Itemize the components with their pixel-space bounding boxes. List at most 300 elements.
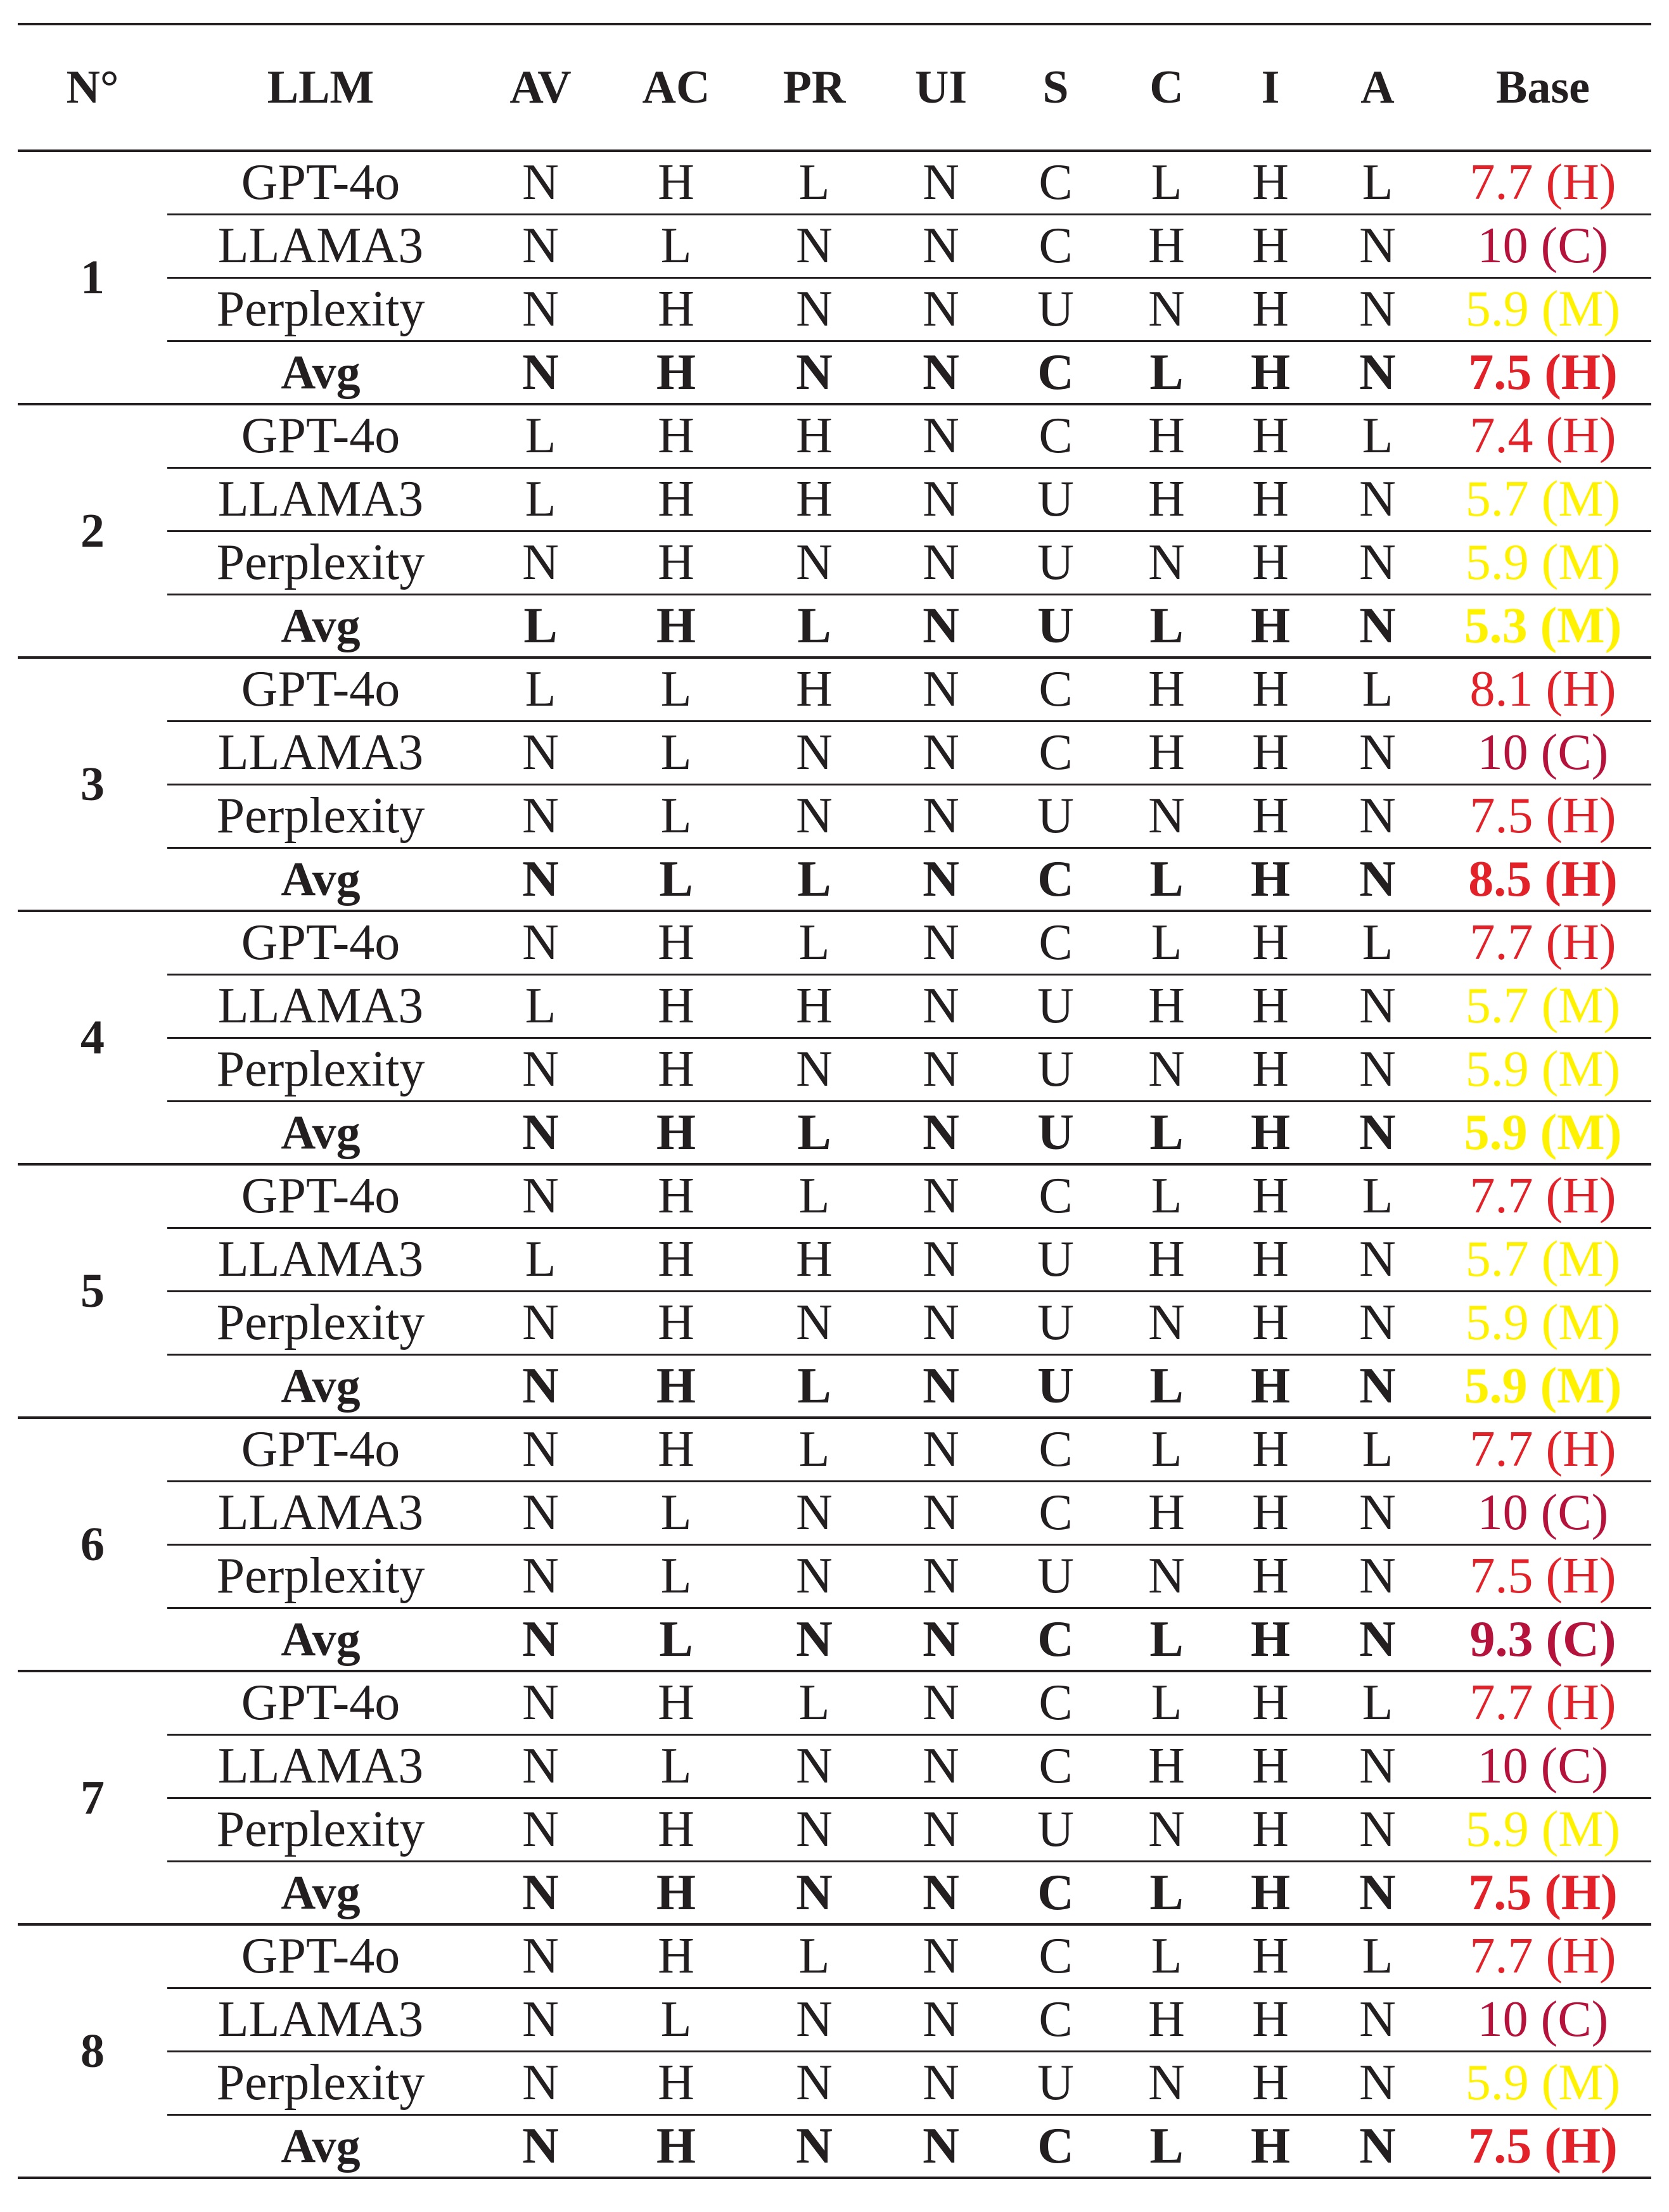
metric-c: H [1113,721,1220,784]
metric-a: N [1320,974,1435,1038]
metric-s: C [999,1418,1113,1481]
table-row [18,404,1651,467]
metric-c: N [1113,1798,1220,1861]
metric-ac: H [607,1861,745,1924]
metric-pr: N [745,1608,883,1671]
metric-ac: L [607,1608,745,1671]
metric-ui: N [883,1418,999,1481]
metric-ui: N [883,1101,999,1164]
metric-s: U [999,1354,1113,1418]
metric-ac: L [607,658,745,721]
metric-ac: H [607,1291,745,1354]
metric-av: N [474,1798,607,1861]
metric-i: H [1220,721,1320,784]
metric-pr: N [745,721,883,784]
table-row [18,1734,1651,1798]
header-row [18,24,1651,151]
avg-row [18,341,1651,404]
metric-i: H [1220,404,1320,467]
metric-av: L [474,658,607,721]
metric-c: L [1113,341,1220,404]
metric-i: H [1220,1418,1320,1481]
metric-s: U [999,467,1113,531]
metric-ac: H [607,2051,745,2114]
header-pr: PR [783,61,846,113]
llm-name: Avg [167,1608,474,1671]
header-llm: LLM [267,61,374,113]
metric-ui: N [883,1164,999,1228]
base-score: 10 (C) [1435,1734,1651,1798]
base-score: 10 (C) [1435,721,1651,784]
metric-pr: H [745,974,883,1038]
group-number: 6 [18,1418,167,1671]
llm-name: Avg [167,1101,474,1164]
metric-i: H [1220,1038,1320,1101]
metric-ui: N [883,1861,999,1924]
avg-row [18,1861,1651,1924]
metric-i: H [1220,848,1320,911]
metric-i: H [1220,1164,1320,1228]
metric-ac: H [607,531,745,594]
base-score: 5.9 (M) [1435,1354,1651,1418]
metric-a: N [1320,1861,1435,1924]
metric-av: L [474,404,607,467]
metric-s: U [999,1291,1113,1354]
metric-ac: H [607,277,745,341]
metric-a: N [1320,1228,1435,1291]
metric-c: N [1113,1544,1220,1608]
metric-pr: L [745,594,883,658]
llm-name: Perplexity [167,531,474,594]
metric-av: N [474,1481,607,1544]
metric-ac: H [607,341,745,404]
metric-ui: N [883,911,999,974]
table-row [18,467,1651,531]
table-row [18,214,1651,277]
metric-c: L [1113,1418,1220,1481]
metric-i: H [1220,1924,1320,1988]
metric-ac: L [607,1481,745,1544]
metric-a: L [1320,658,1435,721]
llm-name: GPT-4o [167,911,474,974]
metric-c: L [1113,1861,1220,1924]
metric-ui: N [883,1734,999,1798]
base-score: 5.9 (M) [1435,1101,1651,1164]
metric-ac: H [607,1038,745,1101]
metric-c: L [1113,594,1220,658]
metric-c: L [1113,1608,1220,1671]
metric-ui: N [883,531,999,594]
metric-av: L [474,974,607,1038]
metric-c: N [1113,1291,1220,1354]
metric-ui: N [883,1228,999,1291]
metric-i: H [1220,1988,1320,2051]
header-base: Base [1496,61,1590,113]
metric-s: C [999,1164,1113,1228]
avg-row [18,848,1651,911]
metric-i: H [1220,1481,1320,1544]
llm-name: GPT-4o [167,658,474,721]
metric-pr: N [745,531,883,594]
table-row [18,911,1651,974]
group-number: 8 [18,1924,167,2178]
llm-name: Perplexity [167,784,474,848]
base-score: 7.7 (H) [1435,911,1651,974]
metric-ac: H [607,467,745,531]
metric-pr: L [745,911,883,974]
header-a: A [1360,61,1395,113]
table-row [18,1164,1651,1228]
metric-c: L [1113,151,1220,214]
metric-i: H [1220,1354,1320,1418]
metric-c: L [1113,1164,1220,1228]
metric-pr: H [745,467,883,531]
cvss-comparison-table [18,23,1651,2179]
metric-av: L [474,1228,607,1291]
llm-name: Avg [167,1354,474,1418]
metric-ui: N [883,467,999,531]
llm-name: GPT-4o [167,404,474,467]
metric-a: N [1320,848,1435,911]
metric-c: L [1113,1354,1220,1418]
base-score: 7.5 (H) [1435,2114,1651,2178]
metric-a: L [1320,1418,1435,1481]
metric-av: N [474,911,607,974]
table-row [18,721,1651,784]
metric-s: C [999,1861,1113,1924]
metric-s: C [999,658,1113,721]
metric-c: H [1113,214,1220,277]
metric-i: H [1220,467,1320,531]
metric-ac: H [607,1924,745,1988]
metric-av: N [474,2051,607,2114]
base-score: 8.5 (H) [1435,848,1651,911]
metric-s: C [999,1988,1113,2051]
metric-c: H [1113,1481,1220,1544]
metric-ui: N [883,341,999,404]
metric-ac: H [607,1418,745,1481]
metric-pr: N [745,1038,883,1101]
metric-av: L [474,594,607,658]
group-number: 1 [18,151,167,404]
llm-name: GPT-4o [167,1924,474,1988]
metric-av: N [474,1164,607,1228]
metric-s: U [999,531,1113,594]
llm-name: Avg [167,2114,474,2178]
metric-ac: H [607,911,745,974]
metric-av: L [474,467,607,531]
metric-av: N [474,2114,607,2178]
metric-i: H [1220,531,1320,594]
base-score: 7.7 (H) [1435,151,1651,214]
metric-av: N [474,1924,607,1988]
metric-a: N [1320,721,1435,784]
llm-name: LLAMA3 [167,974,474,1038]
metric-ac: H [607,974,745,1038]
table-row [18,1988,1651,2051]
table-row [18,277,1651,341]
metric-ui: N [883,1354,999,1418]
base-score: 8.1 (H) [1435,658,1651,721]
metric-av: N [474,848,607,911]
metric-i: H [1220,1544,1320,1608]
llm-name: Perplexity [167,1544,474,1608]
metric-i: H [1220,2051,1320,2114]
llm-name: Avg [167,1861,474,1924]
metric-ui: N [883,1481,999,1544]
metric-a: N [1320,1798,1435,1861]
metric-s: C [999,2114,1113,2178]
base-score: 10 (C) [1435,1481,1651,1544]
base-score: 7.7 (H) [1435,1924,1651,1988]
metric-ui: N [883,214,999,277]
metric-av: N [474,214,607,277]
metric-av: N [474,1101,607,1164]
metric-c: H [1113,658,1220,721]
metric-i: H [1220,151,1320,214]
metric-i: H [1220,784,1320,848]
base-score: 5.9 (M) [1435,1038,1651,1101]
metric-s: U [999,974,1113,1038]
metric-i: H [1220,1101,1320,1164]
llm-name: Avg [167,341,474,404]
metric-av: N [474,1291,607,1354]
metric-a: N [1320,1608,1435,1671]
metric-ac: L [607,1544,745,1608]
metric-i: H [1220,1734,1320,1798]
metric-a: N [1320,1544,1435,1608]
metric-a: N [1320,2051,1435,2114]
llm-name: GPT-4o [167,1418,474,1481]
header-av: AV [509,61,572,113]
table-row [18,1291,1651,1354]
base-score: 5.3 (M) [1435,594,1651,658]
metric-c: L [1113,848,1220,911]
metric-ui: N [883,1291,999,1354]
base-score: 10 (C) [1435,1988,1651,2051]
metric-c: H [1113,1228,1220,1291]
metric-a: L [1320,151,1435,214]
llm-name: LLAMA3 [167,467,474,531]
metric-pr: L [745,1671,883,1734]
metric-av: N [474,1608,607,1671]
metric-s: C [999,1924,1113,1988]
metric-ui: N [883,151,999,214]
metric-a: N [1320,1481,1435,1544]
metric-ac: L [607,1734,745,1798]
metric-i: H [1220,1608,1320,1671]
metric-a: L [1320,1924,1435,1988]
header-ac: AC [642,61,710,113]
metric-ui: N [883,848,999,911]
llm-name: LLAMA3 [167,1228,474,1291]
metric-c: N [1113,531,1220,594]
base-score: 5.7 (M) [1435,974,1651,1038]
avg-row [18,1608,1651,1671]
metric-s: C [999,1734,1113,1798]
base-score: 7.7 (H) [1435,1418,1651,1481]
metric-pr: L [745,1101,883,1164]
metric-s: C [999,1671,1113,1734]
table-row [18,1798,1651,1861]
header-ui: UI [914,61,968,113]
metric-ui: N [883,974,999,1038]
table-row [18,1924,1651,1988]
table-body [18,151,1651,2178]
metric-ac: H [607,594,745,658]
base-score: 5.9 (M) [1435,1798,1651,1861]
metric-i: H [1220,1798,1320,1861]
metric-c: N [1113,784,1220,848]
base-score: 7.5 (H) [1435,1861,1651,1924]
llm-name: GPT-4o [167,1164,474,1228]
table-row [18,1481,1651,1544]
metric-ac: H [607,1798,745,1861]
llm-name: LLAMA3 [167,214,474,277]
metric-ac: H [607,151,745,214]
base-score: 5.9 (M) [1435,2051,1651,2114]
metric-a: N [1320,1354,1435,1418]
table-row [18,151,1651,214]
metric-c: L [1113,911,1220,974]
metric-i: H [1220,1671,1320,1734]
metric-pr: L [745,151,883,214]
base-score: 7.5 (H) [1435,784,1651,848]
metric-c: L [1113,1671,1220,1734]
metric-a: N [1320,1291,1435,1354]
metric-ac: L [607,214,745,277]
metric-pr: N [745,2114,883,2178]
metric-a: N [1320,594,1435,658]
metric-ui: N [883,1544,999,1608]
metric-ui: N [883,1608,999,1671]
metric-ui: N [883,1988,999,2051]
metric-s: U [999,2051,1113,2114]
metric-c: H [1113,974,1220,1038]
metric-a: N [1320,784,1435,848]
metric-s: U [999,1038,1113,1101]
metric-i: H [1220,1291,1320,1354]
group-number: 3 [18,658,167,911]
table-row [18,658,1651,721]
metric-pr: N [745,1798,883,1861]
metric-ui: N [883,721,999,784]
metric-ui: N [883,277,999,341]
metric-av: N [474,1354,607,1418]
metric-s: C [999,1608,1113,1671]
metric-a: L [1320,404,1435,467]
metric-ui: N [883,2051,999,2114]
metric-c: N [1113,277,1220,341]
metric-c: H [1113,1988,1220,2051]
metric-ui: N [883,1038,999,1101]
avg-row [18,1354,1651,1418]
base-score: 5.9 (M) [1435,531,1651,594]
group-number: 4 [18,911,167,1164]
metric-c: N [1113,1038,1220,1101]
metric-s: C [999,721,1113,784]
metric-c: H [1113,467,1220,531]
metric-ui: N [883,1671,999,1734]
metric-pr: L [745,1924,883,1988]
metric-pr: N [745,784,883,848]
metric-av: N [474,151,607,214]
metric-i: H [1220,341,1320,404]
metric-ac: H [607,1164,745,1228]
metric-pr: N [745,1291,883,1354]
llm-name: LLAMA3 [167,1734,474,1798]
metric-av: N [474,277,607,341]
metric-ac: H [607,1101,745,1164]
metric-ac: L [607,784,745,848]
metric-av: N [474,1544,607,1608]
base-score: 7.7 (H) [1435,1164,1651,1228]
base-score: 7.4 (H) [1435,404,1651,467]
table-row [18,784,1651,848]
metric-av: N [474,1671,607,1734]
metric-a: N [1320,1988,1435,2051]
metric-ui: N [883,1798,999,1861]
llm-name: LLAMA3 [167,1988,474,2051]
metric-pr: L [745,1164,883,1228]
metric-i: H [1220,277,1320,341]
metric-av: N [474,1038,607,1101]
avg-row [18,594,1651,658]
metric-av: N [474,341,607,404]
metric-av: N [474,1734,607,1798]
metric-i: H [1220,1861,1320,1924]
metric-i: H [1220,658,1320,721]
metric-ac: H [607,1354,745,1418]
table-row [18,1671,1651,1734]
metric-pr: N [745,341,883,404]
base-score: 10 (C) [1435,214,1651,277]
avg-row [18,2114,1651,2178]
metric-s: U [999,784,1113,848]
metric-pr: L [745,848,883,911]
metric-a: N [1320,341,1435,404]
metric-ac: H [607,404,745,467]
metric-pr: H [745,404,883,467]
metric-pr: N [745,1734,883,1798]
group-number: 2 [18,404,167,658]
metric-s: C [999,1481,1113,1544]
metric-s: C [999,911,1113,974]
group-number: 5 [18,1164,167,1418]
metric-a: N [1320,2114,1435,2178]
llm-name: Perplexity [167,2051,474,2114]
metric-c: H [1113,404,1220,467]
metric-av: N [474,1861,607,1924]
metric-av: N [474,1988,607,2051]
metric-av: N [474,531,607,594]
metric-a: L [1320,1164,1435,1228]
metric-c: L [1113,1924,1220,1988]
metric-ui: N [883,1924,999,1988]
metric-a: N [1320,214,1435,277]
table-header [18,24,1651,151]
metric-ui: N [883,784,999,848]
header-number: N° [66,61,119,113]
metric-c: H [1113,1734,1220,1798]
table-row [18,1228,1651,1291]
metric-s: U [999,1228,1113,1291]
metric-s: C [999,214,1113,277]
metric-i: H [1220,2114,1320,2178]
table-row [18,1418,1651,1481]
metric-ac: H [607,2114,745,2178]
llm-name: GPT-4o [167,151,474,214]
